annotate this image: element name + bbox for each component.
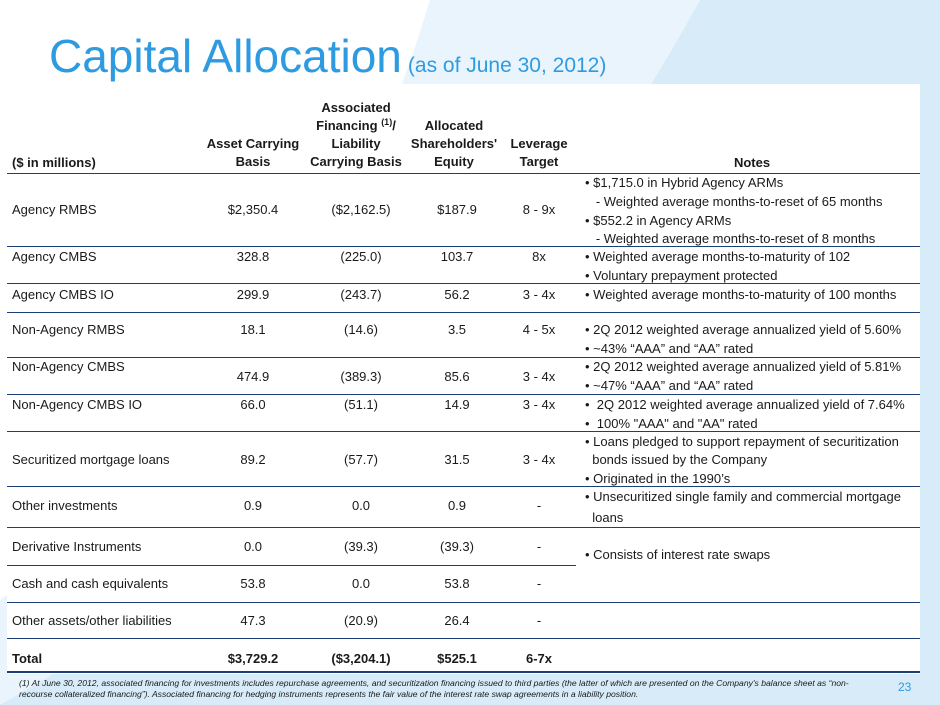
row-name: Securitized mortgage loans: [12, 452, 170, 467]
row-note: • Loans pledged to support repayment of securitization: [585, 434, 899, 449]
row-asset: 474.9: [236, 369, 270, 384]
total-leverage: 6-7x: [525, 651, 553, 666]
row-name: Cash and cash equivalents: [12, 576, 169, 591]
row-note: • Weighted average months-to-maturity of 100 months: [585, 287, 897, 302]
row-note: • Unsecuritized single family and commercial mortgage: [585, 489, 901, 504]
row-asset: 328.8: [236, 249, 270, 264]
row-leverage: -: [536, 613, 542, 628]
footnote: (1) At June 30, 2012, associated financing for investments includes repurchase agreements, and securitization financing issued to third parties (the latter of which are presented on the Company's balance sheet as “non-recourse collateralized financing”). Associated financing for hedging instruments represents the fair value of the interest rate swap agreements in a liability position.: [19, 678, 849, 699]
row-asset: 0.0: [243, 539, 263, 554]
row-financing: 0.0: [351, 576, 371, 591]
row-financing: (57.7): [344, 452, 378, 467]
row-leverage: 4 - 5x: [522, 322, 556, 337]
header-asset-carrying-basis: Asset Carrying Basis: [206, 136, 300, 169]
page-number: 23: [898, 680, 912, 694]
row-financing: (389.3): [340, 369, 382, 384]
row-leverage: 3 - 4x: [522, 397, 556, 412]
row-name: Agency RMBS: [12, 202, 97, 217]
total-asset: $3,729.2: [227, 651, 279, 666]
row-name: Agency CMBS: [12, 249, 97, 264]
row-rule: [7, 602, 920, 603]
row-financing: 0.0: [351, 498, 371, 513]
row-asset: 89.2: [240, 452, 266, 467]
row-financing: (225.0): [340, 249, 382, 264]
row-name: Non-Agency CMBS: [12, 359, 125, 374]
row-financing: (39.3): [344, 539, 378, 554]
row-rule: [7, 527, 920, 528]
row-equity: 56.2: [444, 287, 470, 302]
row-rule: [7, 565, 576, 566]
row-name: Other investments: [12, 498, 118, 513]
row-financing: (243.7): [340, 287, 382, 302]
row-note: • Voluntary prepayment protected: [585, 268, 778, 283]
row-name: Derivative Instruments: [12, 539, 142, 554]
row-financing: ($2,162.5): [331, 202, 391, 217]
row-leverage: 3 - 4x: [522, 369, 556, 384]
row-equity: (39.3): [440, 539, 474, 554]
row-note: • Consists of interest rate swaps: [585, 547, 771, 562]
row-rule: [7, 638, 920, 639]
row-rule: [7, 246, 920, 247]
row-equity: $187.9: [437, 202, 477, 217]
row-rule: [7, 486, 920, 487]
row-name: Non-Agency CMBS IO: [12, 397, 143, 412]
header-leverage-target: Leverage Target: [510, 136, 568, 169]
row-asset: 299.9: [236, 287, 270, 302]
row-leverage: -: [536, 539, 542, 554]
row-equity: 85.6: [444, 369, 470, 384]
row-rule: [7, 394, 920, 395]
row-asset: $2,350.4: [227, 202, 279, 217]
row-name: Other assets/other liabilities: [12, 613, 172, 628]
row-rule: [7, 283, 920, 284]
row-note: loans: [585, 510, 624, 525]
row-note: • 2Q 2012 weighted average annualized yield of 5.60%: [585, 322, 902, 337]
row-financing: (20.9): [344, 613, 378, 628]
row-note: • ~47% “AAA” and “AA” rated: [585, 378, 754, 393]
row-leverage: 8x: [532, 249, 546, 264]
row-note: • 2Q 2012 weighted average annualized yield of 5.81%: [585, 359, 902, 374]
row-equity: 3.5: [447, 322, 467, 337]
row-equity: 14.9: [444, 397, 470, 412]
row-equity: 26.4: [444, 613, 470, 628]
row-note: - Weighted average months-to-reset of 65 months: [585, 194, 883, 209]
row-note: • 100% "AAA" and "AA" rated: [585, 416, 758, 431]
row-leverage: 3 - 4x: [522, 287, 556, 302]
row-financing: (51.1): [344, 397, 378, 412]
header-units: ($ in millions): [12, 155, 96, 170]
row-equity: 31.5: [444, 452, 470, 467]
header-associated-financing: Associated Financing $^{(1)}$/ Liability Carrying Basis: [310, 100, 402, 169]
row-note: - Weighted average months-to-reset of 8 months: [585, 231, 876, 246]
total-equity: $525.1: [437, 651, 477, 666]
row-note: bonds issued by the Company: [585, 452, 768, 467]
total-label: Total: [12, 651, 43, 666]
total-rule: [7, 671, 920, 673]
row-asset: 0.9: [243, 498, 263, 513]
row-note: • Weighted average months-to-maturity of 102: [585, 249, 851, 264]
row-note: • Originated in the 1990’s: [585, 471, 731, 486]
row-leverage: 3 - 4x: [522, 452, 556, 467]
page-subtitle: (as of June 30, 2012): [407, 54, 607, 77]
row-financing: (14.6): [344, 322, 378, 337]
row-rule: [7, 312, 920, 313]
row-equity: 0.9: [447, 498, 467, 513]
row-leverage: -: [536, 498, 542, 513]
page-title: Capital Allocation (as of June 30, 2012): [49, 30, 607, 82]
row-rule: [7, 431, 920, 432]
total-financing: ($3,204.1): [331, 651, 391, 666]
row-asset: 18.1: [240, 322, 266, 337]
capital-allocation-table: [7, 84, 920, 674]
row-equity: 103.7: [440, 249, 474, 264]
row-name: Non-Agency RMBS: [12, 322, 125, 337]
row-note: • $552.2 in Agency ARMs: [585, 213, 732, 228]
header-notes: Notes: [733, 155, 771, 170]
row-equity: 53.8: [444, 576, 470, 591]
row-asset: 47.3: [240, 613, 266, 628]
row-leverage: -: [536, 576, 542, 591]
row-note: • $1,715.0 in Hybrid Agency ARMs: [585, 175, 784, 190]
row-name: Agency CMBS IO: [12, 287, 114, 302]
row-asset: 53.8: [240, 576, 266, 591]
row-note: • 2Q 2012 weighted average annualized yield of 7.64%: [585, 397, 905, 412]
row-asset: 66.0: [240, 397, 266, 412]
row-leverage: 8 - 9x: [522, 202, 556, 217]
header-allocated-equity: Allocated Shareholders' Equity: [410, 118, 498, 169]
row-note: • ~43% “AAA” and “AA” rated: [585, 341, 754, 356]
